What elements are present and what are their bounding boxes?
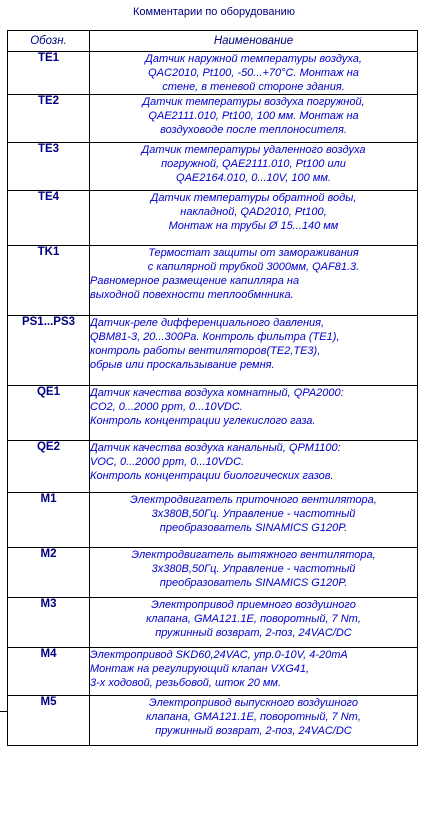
description-line: контроль работы вентиляторов(TE2,TE3), bbox=[90, 345, 321, 357]
equipment-code: TE3 bbox=[8, 143, 90, 191]
description-line: Датчик температуры воздуха погружной, bbox=[142, 96, 365, 108]
description-line: Термостат защиты от замораживания bbox=[148, 247, 359, 259]
table-row bbox=[8, 52, 418, 95]
equipment-description bbox=[90, 191, 418, 246]
description-line: Датчик температуры обратной воды, bbox=[150, 192, 357, 204]
equipment-code: TE2 bbox=[8, 95, 90, 143]
description-line: QAE2164.010, 0...10V, 100 мм. bbox=[176, 172, 331, 184]
equipment-description bbox=[90, 493, 418, 548]
equipment-code: QE2 bbox=[8, 441, 90, 493]
table-row bbox=[8, 648, 418, 696]
description-line: 3х380В,50Гц. Управление - частотный bbox=[151, 563, 356, 575]
description-line: 3-х ходовой, резьбовой, шток 20 мм. bbox=[90, 677, 282, 689]
description-line: QBM81-3, 20...300Pa. Контроль фильтра (TE1), bbox=[90, 331, 340, 343]
description-line: Датчик качества воздуха комнатный, QPA2000: bbox=[90, 387, 344, 399]
equipment-code: TE1 bbox=[8, 52, 90, 95]
description-line: клапана, GMA121.1E, поворотный, 7 Nm, bbox=[146, 613, 361, 625]
table-row bbox=[8, 441, 418, 493]
description-line: выходной повехности теплообмнника. bbox=[90, 289, 294, 301]
description-line: пружинный возврат, 2-поз, 24VAC/DC bbox=[155, 627, 352, 639]
equipment-code: PS1...PS3 bbox=[8, 316, 90, 386]
description-line: Электропривод приемного воздушного bbox=[151, 599, 356, 611]
table-row bbox=[8, 191, 418, 246]
description-line: QAC2010, Pt100, -50...+70°C. Монтаж на bbox=[148, 67, 359, 79]
description-line: Равномерное размещение капилляра на bbox=[90, 275, 300, 287]
equipment-code: M3 bbox=[8, 598, 90, 648]
description-line: пружинный возврат, 2-поз, 24VAC/DC bbox=[155, 725, 352, 737]
equipment-code: QE1 bbox=[8, 386, 90, 441]
equipment-code: M2 bbox=[8, 548, 90, 598]
equipment-code: M4 bbox=[8, 648, 90, 696]
table-row bbox=[8, 246, 418, 316]
description-line: обрыв или проскальзывание ремня. bbox=[90, 359, 275, 371]
description-line: Электропривод выпускного воздушного bbox=[149, 697, 358, 709]
margin-line bbox=[0, 711, 7, 712]
description-line: погружной, QAE2111.010, Pt100 или bbox=[161, 158, 346, 170]
description-line: 3х380В,50Гц. Управление - частотный bbox=[151, 508, 356, 520]
description-line: преобразователь SINAMICS G120P. bbox=[159, 577, 348, 589]
page-title: Комментарии по оборудованию bbox=[133, 6, 295, 18]
description-line: Контроль концентрации биологических газов. bbox=[90, 470, 334, 482]
description-line: CO2, 0...2000 ppm, 0...10VDC. bbox=[90, 401, 243, 413]
description-line: накладной, QAD2010, Pt100, bbox=[180, 206, 327, 218]
table-row bbox=[8, 598, 418, 648]
equipment-description bbox=[90, 143, 418, 191]
equipment-code: TE4 bbox=[8, 191, 90, 246]
description-line: VOC, 0...2000 ppm, 0...10VDC. bbox=[90, 456, 245, 468]
table-row bbox=[8, 696, 418, 746]
equipment-description bbox=[90, 648, 418, 696]
equipment-description bbox=[90, 548, 418, 598]
description-line: Датчик качества воздуха канальный, QPM1100: bbox=[90, 442, 341, 454]
table-row bbox=[8, 316, 418, 386]
equipment-code: M1 bbox=[8, 493, 90, 548]
description-line: Электропривод SKD60,24VAC, упр.0-10V, 4-20mA bbox=[90, 649, 348, 661]
equipment-table bbox=[7, 30, 418, 746]
description-line: Датчик наружной температуры воздуха, bbox=[145, 53, 362, 65]
table-row bbox=[8, 95, 418, 143]
equipment-description bbox=[90, 441, 418, 493]
table-row bbox=[8, 493, 418, 548]
description-line: Монтаж на трубы Ø 15...140 мм bbox=[168, 220, 339, 232]
equipment-description bbox=[90, 598, 418, 648]
equipment-description bbox=[90, 316, 418, 386]
description-line: преобразователь SINAMICS G120P. bbox=[159, 522, 348, 534]
description-line: воздуховоде после теплоносителя. bbox=[160, 124, 347, 136]
equipment-code: TK1 bbox=[8, 246, 90, 316]
equipment-description bbox=[90, 52, 418, 95]
description-line: стене, в теневой стороне здания. bbox=[162, 81, 345, 93]
equipment-description bbox=[90, 696, 418, 746]
column-header-name: Наименование bbox=[90, 31, 418, 52]
description-line: Датчик-реле дифференциального давления, bbox=[90, 317, 325, 329]
description-line: Монтаж на регулирующий клапан VXG41, bbox=[90, 663, 310, 675]
description-line: Электродвигатель приточного вентилятора, bbox=[130, 494, 377, 506]
description-line: Контроль концентрации углекислого газа. bbox=[90, 415, 316, 427]
equipment-description bbox=[90, 246, 418, 316]
table-header-row bbox=[8, 31, 418, 52]
table-row bbox=[8, 386, 418, 441]
column-header-code: Обозн. bbox=[8, 31, 90, 52]
description-line: клапана, GMA121.1E, поворотный, 7 Nm, bbox=[146, 711, 361, 723]
description-line: Электродвигатель вытяжного вентилятора, bbox=[131, 549, 376, 561]
equipment-description bbox=[90, 386, 418, 441]
description-line: с капилярной трубкой 3000мм, QAF81.3. bbox=[147, 261, 360, 273]
equipment-description bbox=[90, 95, 418, 143]
table-row bbox=[8, 548, 418, 598]
description-line: QAE2111.010, Pt100, 100 мм. Монтаж на bbox=[148, 110, 359, 122]
table-row bbox=[8, 143, 418, 191]
description-line: Датчик температуры удаленного воздуха bbox=[141, 144, 366, 156]
equipment-code: M5 bbox=[8, 696, 90, 746]
